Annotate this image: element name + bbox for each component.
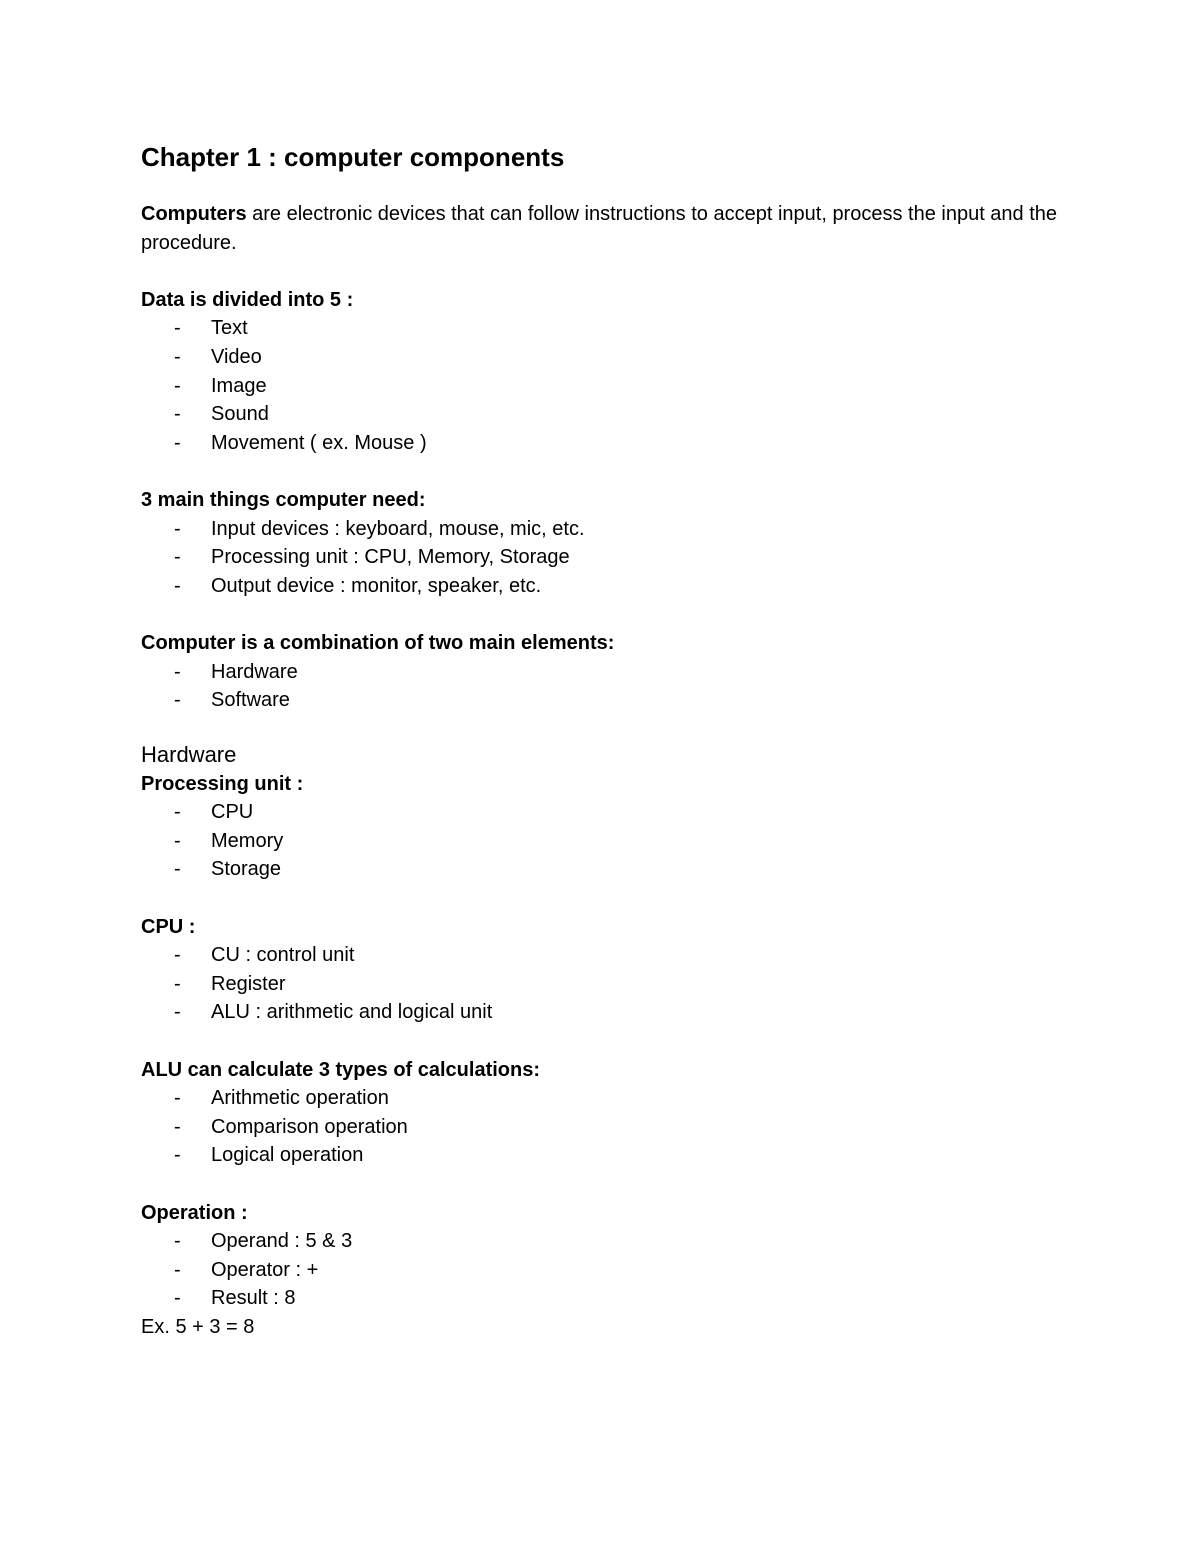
elements-heading: Computer is a combination of two main elements: <box>141 631 615 654</box>
list-item: - Input devices : keyboard, mouse, mic, etc. <box>174 517 585 540</box>
list-item: - CU : control unit <box>174 944 355 967</box>
operation-list <box>141 1227 1071 1313</box>
list-item: - Operand : 5 & 3 <box>174 1230 353 1253</box>
intro-paragraph <box>141 200 1071 257</box>
list-item: - Text <box>174 317 248 340</box>
list-item: - Software <box>174 689 290 712</box>
main-things-heading: 3 main things computer need: <box>141 488 426 511</box>
list-item: - Memory <box>174 829 284 852</box>
list-item: - Video <box>174 345 262 368</box>
document-page <box>141 138 1071 1342</box>
page-title: Chapter 1 : computer components <box>141 142 565 172</box>
operation-example: Ex. 5 + 3 = 8 <box>141 1315 255 1338</box>
operation-heading: Operation : <box>141 1201 248 1224</box>
list-item: - Output device : monitor, speaker, etc. <box>174 574 542 597</box>
main-things-list <box>141 515 1071 601</box>
hardware-section-title: Hardware <box>141 741 237 767</box>
list-item: - Processing unit : CPU, Memory, Storage <box>174 546 570 569</box>
list-item: - Arithmetic operation <box>174 1087 389 1110</box>
list-item: - Sound <box>174 403 269 426</box>
list-item: - Operator : + <box>174 1258 319 1281</box>
data-types-heading: Data is divided into 5 : <box>141 288 354 311</box>
cpu-list <box>141 941 1071 1027</box>
list-item: - Comparison operation <box>174 1115 408 1138</box>
elements-list <box>141 658 1071 715</box>
alu-heading: ALU can calculate 3 types of calculations: <box>141 1058 541 1081</box>
list-item: - Result : 8 <box>174 1287 296 1310</box>
list-item: - Logical operation <box>174 1144 364 1167</box>
data-types-list <box>141 314 1071 457</box>
intro-bold-term: Computers <box>141 203 247 225</box>
list-item: - CPU <box>174 801 254 824</box>
intro-text: are electronic devices that can follow instructions to accept input, process the input and the procedure. <box>141 203 1058 254</box>
list-item: - Storage <box>174 858 282 881</box>
list-item: - ALU : arithmetic and logical unit <box>174 1001 493 1024</box>
processing-unit-heading: Processing unit : <box>141 772 304 795</box>
list-item: - Movement ( ex. Mouse ) <box>174 431 427 454</box>
list-item: - Image <box>174 374 267 397</box>
cpu-heading: CPU : <box>141 915 196 938</box>
list-item: - Hardware <box>174 660 298 683</box>
list-item: - Register <box>174 972 286 995</box>
alu-list <box>141 1084 1071 1170</box>
processing-unit-list <box>141 798 1071 884</box>
